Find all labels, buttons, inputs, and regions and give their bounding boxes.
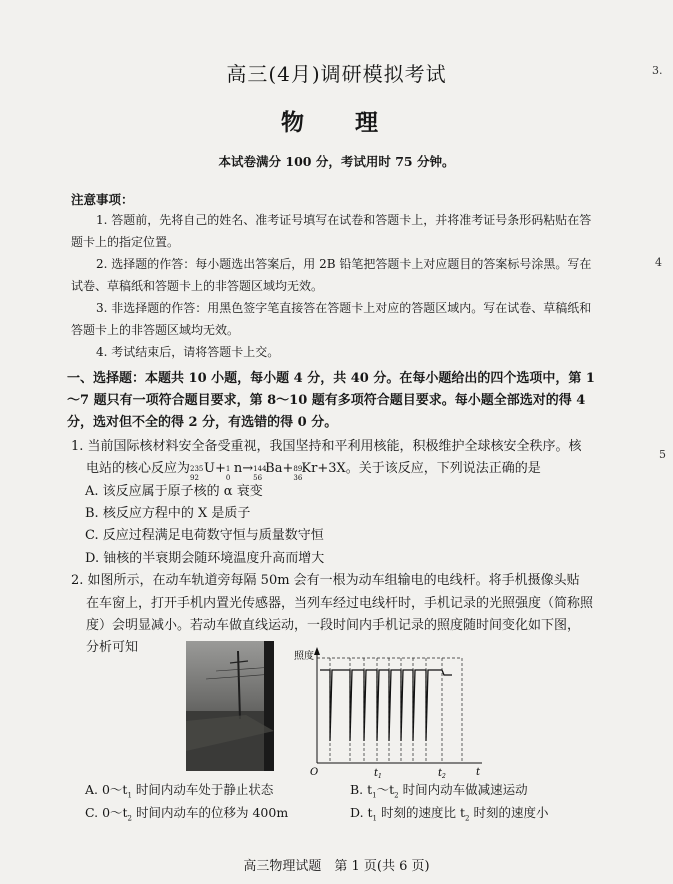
reaction-arrow: → (242, 461, 254, 476)
t2-label: $t_2$ (438, 768, 446, 778)
q2-option-b: B. $t_1\sim t_2$ 时间内动车做减速运动 (350, 782, 528, 800)
section-1-instructions: 一、选择题：本题共 10 小题，每小题 4 分，共 40 分。在每小题给出的四个选项中，第 1～7 题只有一项符合题目要求，第 8～10 题有多项符合题目要求。每小题全部选对的得 4 分，选对但不全的得 2 分，有选错的得 0 分。 (67, 371, 595, 430)
u-symbol: U (204, 461, 215, 476)
margin-number-5: 5 (659, 448, 666, 461)
q2-stem-line2: 在车窗上，打开手机内置光传感器，当列车经过电线杆时，手机记录的光照强度（简称照 (86, 596, 594, 611)
q1-option-c: C. 反应过程满足电荷数守恒与质量数守恒 (85, 528, 324, 543)
note-1: 1. 答题前，先将自己的姓名、准考证号填写在试卷和答题卡上，并将准考证号条形码粘贴在答题卡上的指定位置。 (71, 213, 592, 249)
q2-option-a: A. $0\sim t_1$ 时间内动车处于静止状态 (85, 782, 274, 800)
ba-symbol: Ba (265, 461, 283, 476)
q1-option-a: A. 该反应属于原子核的 α 衰变 (85, 484, 263, 499)
origin-label: O (310, 767, 319, 778)
note-4: 4. 考试结束后，请将答题卡上交。 (96, 345, 280, 359)
q1-option-d: D. 铀核的半衰期会随环境温度升高而增大 (85, 551, 325, 566)
q1-stem-post: 关于该反应，下列说法正确的是 (358, 461, 541, 476)
margin-number-4: 4 (655, 256, 662, 269)
y-axis-arrow (314, 647, 320, 655)
q2-option-d: D. $t_1$ 时刻的速度比 $t_2$ 时刻的速度小 (350, 805, 549, 823)
kr-symbol: Kr (301, 461, 318, 476)
subject-title: 物 理 (281, 109, 392, 136)
note-3: 3. 非选择题的作答：用黑色签字笔直接答在答题卡上对应的答题区域内。写在试卷、草稿纸和答题卡上的非答题区域均无效。 (71, 301, 592, 337)
notes-heading: 注意事项： (71, 192, 134, 207)
q2-stem-line1: 2. 如图所示，在动车轨道旁每隔 50m 会有一根为动车组输电的电线杆。将手机摄像头贴 (71, 573, 580, 588)
reaction-tail: +3X。 (317, 461, 359, 476)
score-line: 本试卷满分 100 分，考试用时 75 分钟。 (218, 154, 455, 169)
train-window-photo (186, 641, 274, 771)
y-axis-label: 照度 (294, 651, 314, 662)
n-symbol: n (233, 461, 243, 476)
u-index: 235 92 (190, 464, 204, 482)
margin-number-3: 3. (652, 64, 663, 77)
q1-stem-line1: 1. 当前国际核材料安全备受重视，我国坚持和平利用核能，积极维护全球核安全秩序。核 (71, 439, 582, 454)
q2-stem-line3: 度）会明显减小。若动车做直线运动，一段时间内手机记录的照度随时间变化如下图， (86, 618, 581, 633)
x-axis-label: t (476, 767, 481, 778)
exam-title: 高三(4月)调研模拟考试 (226, 62, 447, 86)
kr-index: 89 36 (293, 464, 303, 482)
t1-label: $t_1$ (374, 768, 382, 778)
ba-index: 144 56 (253, 464, 267, 482)
illuminance-curve (320, 670, 452, 741)
dashed-guides (330, 658, 462, 763)
q1-stem-pre: 电站的核心反应为 (86, 461, 191, 476)
q1-option-b: B. 核反应方程中的 X 是质子 (85, 506, 251, 521)
q2-option-c: C. $0\sim t_2$ 时间内动车的位移为 400m (85, 805, 289, 823)
note-2: 2. 选择题的作答：每小题选出答案后，用 2B 铅笔把答题卡上对应题目的答案标号涂黑。写在试卷、草稿纸和答题卡上的非答题区域均无效。 (71, 257, 592, 293)
n-index: 1 0 (225, 464, 231, 482)
q2-stem-line4: 分析可知 (86, 640, 139, 655)
page-footer: 高三物理试题 第 1 页(共 6 页) (243, 859, 430, 874)
illuminance-graph (292, 645, 492, 778)
q1-stem-line2: 电站的核心反应为 235 92 U+ 1 0 n→ 144 56 Ba+ 89 36 Kr+3X。关于该反应，下列说法正确的是 (86, 461, 541, 482)
